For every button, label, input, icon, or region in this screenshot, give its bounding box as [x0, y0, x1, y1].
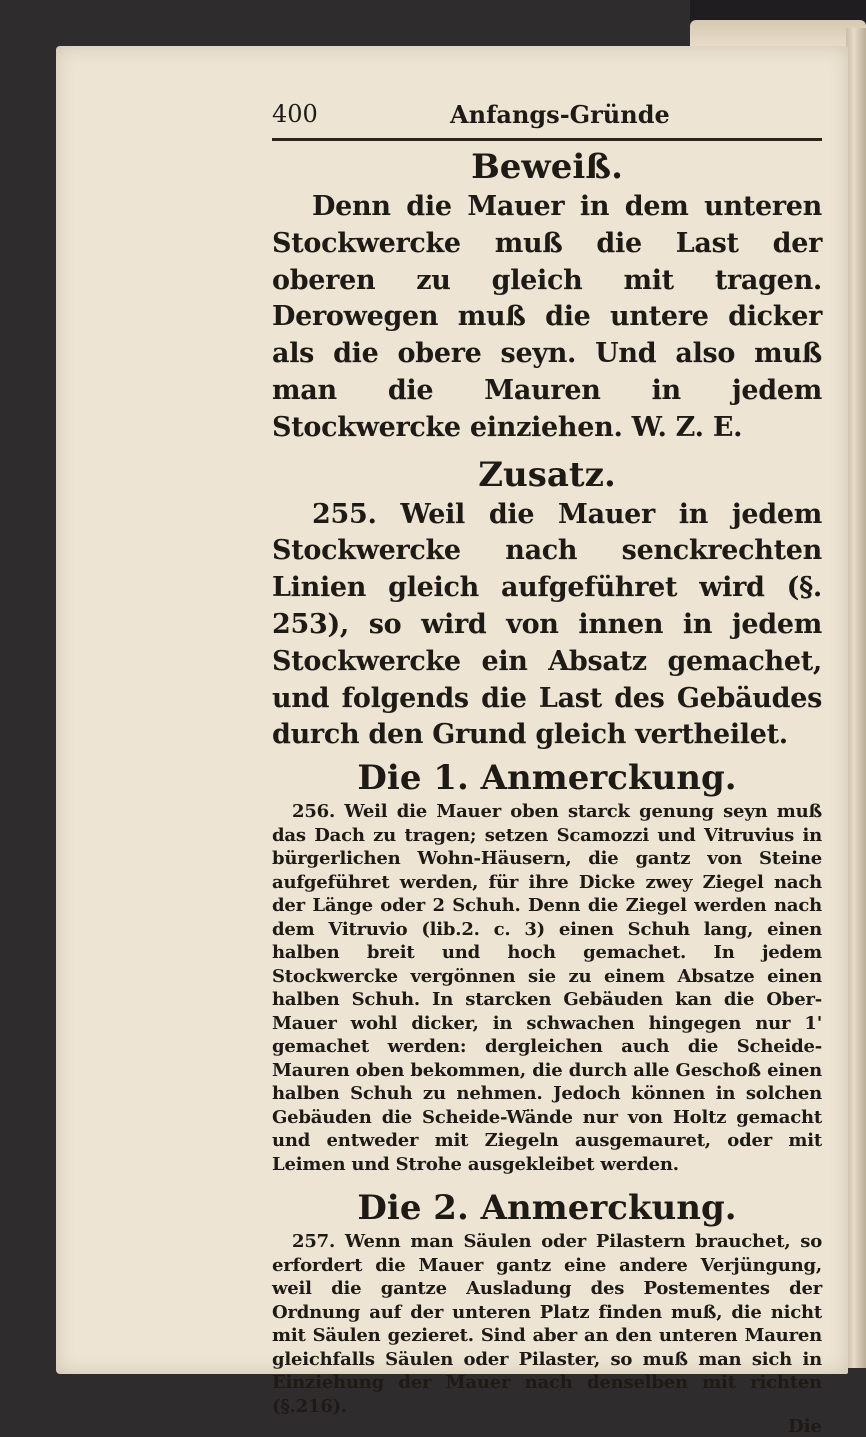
running-header [272, 100, 822, 136]
page-content [272, 100, 822, 1437]
anmerckung-2-text: 257. Wenn man Säulen oder Pilastern brauchet, so erfordert die Mauer gantz eine andere Verjüngung, weil die gantze Ausladung des Postementes der Ordnung auf der unteren Platz finden muß, die nicht mit Säulen gezieret. Sind aber an den unteren Mauren gleichfalls Säulen oder Pilaster, so muß man sich in Einziehung der Mauer nach denselben mit richten (§.216). [272, 1231, 822, 1417]
zusatz-text: 255. Weil die Mauer in jedem Stockwercke nach senckrechten Linien gleich aufgeführet wird (§. 253), so wird von innen in jedem Stockwercke ein Absatz gemachet, und folgends die Last des Gebäudes durch den Grund gleich vertheilet. [272, 498, 822, 751]
page-number: 400 [272, 100, 318, 128]
catchword: Die [788, 1416, 822, 1437]
beweis-heading: Beweiß. [471, 147, 623, 187]
anmerckung-1-text: 256. Weil die Mauer oben starck genung seyn muß das Dach zu tragen; setzen Scamozzi und Vitruvius in bürgerlichen Wohn-Häusern, die gantz von Steine aufgeführet werden, für ihre Dicke zwey Ziegel nach der Länge oder 2 Schuh. Denn die Ziegel werden nach dem Vitruvio (lib.2. c. 3) einen Schuh lang, einen halben breit und hoch gemachet. In jedem Stockwercke vergönnen sie zu einem Absatze einen halben Schuh. In starcken Gebäuden kan die Ober-Mauer wohl dicker, in schwachen hingegen nur 1' gemachet werden: dergleichen auch die Scheide-Mauren oben bekommen, die durch alle Geschoß einen halben Schuh zu nehmen. Jedoch können in solchen Gebäuden die Scheide-Wände nur von Holtz gemacht und entweder mit Ziegeln ausgemauret, oder mit Leimen und Strohe ausgekleibet werden. [272, 801, 822, 1175]
anmerckung-2-heading: Die 2. Anmerckung. [357, 1188, 737, 1229]
running-title: Anfangs-Gründe [450, 100, 670, 129]
page-stack-edge [846, 28, 866, 1368]
zusatz-heading: Zusatz. [478, 454, 616, 495]
beweis-text: Denn die Mauer in dem unteren Stockwercke muß die Last der oberen zu gleich mit tragen. Derowegen muß die untere dicker als die obere seyn. Und also muß man die Mauren in jedem Stockwercke einziehen. W. Z. E. [272, 191, 822, 443]
anmerckung-1-heading: Die 1. Anmerckung. [357, 758, 737, 799]
header-rule [272, 138, 822, 141]
